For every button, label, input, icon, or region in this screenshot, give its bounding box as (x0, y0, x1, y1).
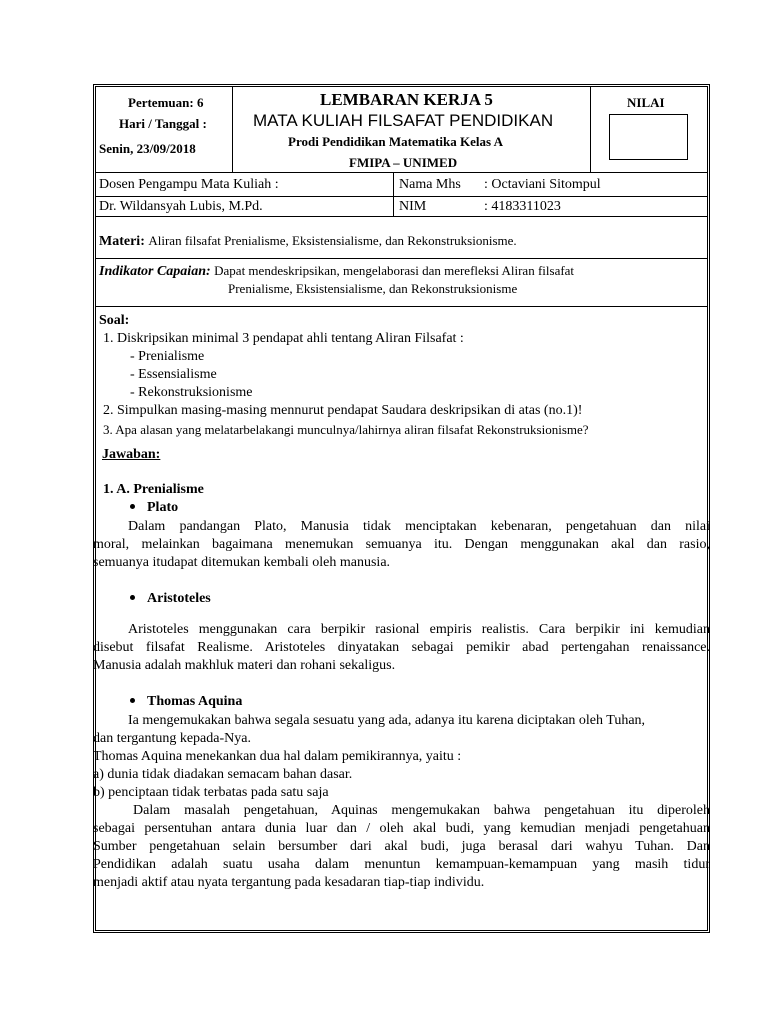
aquina-paragraph-2 (93, 802, 710, 892)
plato-line: moral, melainkan bagaimana menemukan semuanya itu. Dengan menggunakan akal dan rasio, (93, 537, 710, 552)
soal-label: Soal: (99, 313, 130, 328)
materi-bottom-line (95, 258, 708, 259)
jawaban-label: Jawaban: (102, 447, 161, 462)
bullet-dot-icon (130, 504, 135, 509)
section-prenialisme: 1. A. Prenialisme (103, 482, 204, 497)
info-bottom-line (95, 216, 708, 217)
indikator-line2: Prenialisme, Eksistensialisme, dan Rekonstruksionisme (228, 281, 518, 296)
course-title: MATA KULIAH FILSAFAT PENDIDIKAN (253, 111, 554, 130)
dosen-name: Dr. Wildansyah Lubis, M.Pd. (99, 199, 263, 214)
bullet-dot-icon (130, 595, 135, 600)
aquina-line: Sumber pengetahuan selain bersumber dari akal budi, juga berasal dari wahyu Tuhan. Dan (93, 839, 710, 854)
aquina-line: dan tergantung kepada-Nya. (93, 731, 251, 746)
indikator-line1: Dapat mendeskripsikan, mengelaborasi dan merefleksi Aliran filsafat (214, 263, 575, 278)
aquina-line: Thomas Aquina menekankan dua hal dalam pemikirannya, yaitu : (93, 749, 462, 764)
aristoteles-line: disebut filsafat Realisme. Aristoteles dinyatakan sebagai pemikir abad pertengahan renaissance. (93, 640, 710, 655)
soal-q1: 1. Diskripsikan minimal 3 pendapat ahli tentang Aliran Filsafat : (103, 331, 464, 346)
bullet-aquina (130, 694, 242, 710)
aquina-line: Pendidikan adalah suatu usaha dalam menuntun kemampuan-kemampuan yang masih tidur (93, 857, 710, 872)
info-middle-line (95, 196, 708, 197)
prodi-label: Prodi Pendidikan Matematika Kelas A (288, 134, 503, 149)
info-divider (393, 172, 394, 216)
nama-value: : Octaviani Sitompul (484, 177, 601, 192)
aquina-line: b) penciptaan tidak terbatas pada satu saja (93, 785, 329, 800)
header-divider-left (232, 86, 233, 172)
bullet-aristoteles (130, 591, 211, 607)
plato-line: semuanya itudapat ditemukan kembali oleh manusia. (93, 555, 391, 570)
hari-tanggal-label: Hari / Tanggal : (119, 116, 207, 131)
soal-q1-item: - Rekonstruksionisme (130, 385, 253, 400)
soal-q3: 3. Apa alasan yang melatarbelakangi munculnya/lahirnya aliran filsafat Rekonstruksionisme? (103, 422, 589, 437)
nilai-label: NILAI (627, 95, 665, 110)
aquina-line: Dalam masalah pengetahuan, Aquinas mengemukakan bahwa pengetahuan itu diperoleh (133, 803, 710, 818)
indikator-label: Indikator Capaian: (99, 264, 211, 279)
nama-label: Nama Mhs (399, 177, 461, 192)
bullet-plato (130, 500, 178, 516)
indikator-row (99, 263, 574, 280)
materi-text: Aliran filsafat Prenialisme, Eksistensialisme, dan Rekonstruksionisme. (148, 233, 517, 248)
bullet-dot-icon (130, 698, 135, 703)
materi-row (99, 233, 517, 250)
plato-heading: Plato (147, 500, 179, 515)
nim-value: : 4183311023 (484, 199, 561, 214)
aristoteles-paragraph (93, 621, 710, 675)
pertemuan-label: Pertemuan: 6 (128, 95, 204, 110)
nim-label: NIM (399, 199, 427, 214)
plato-line: Dalam pandangan Plato, Manusia tidak menciptakan kebenaran, pengetahuan dan nilai (128, 519, 710, 534)
header-bottom-line (95, 172, 708, 173)
indikator-bottom-line (95, 306, 708, 307)
aquina-heading: Thomas Aquina (147, 694, 243, 709)
aquina-line: menjadi aktif atau nyata tergantung pada kesadaran tiap-tiap individu. (93, 875, 485, 890)
aristoteles-line: Manusia adalah makhluk materi dan rohani sekaligus. (93, 658, 396, 673)
aquina-line: a) dunia tidak diadakan semacam bahan dasar. (93, 767, 353, 782)
aristoteles-line: Aristoteles menggunakan cara berpikir rasional empiris realistis. Cara berpikir ini kemudian (128, 622, 710, 637)
aquina-line: Ia mengemukakan bahwa segala sesuatu yang ada, adanya itu karena diciptakan oleh Tuhan, (128, 713, 646, 728)
soal-q2: 2. Simpulkan masing-masing mennurut pendapat Saudara deskripsikan di atas (no.1)! (103, 403, 583, 418)
faculty-label: FMIPA – UNIMED (349, 155, 458, 170)
soal-q1-item: - Essensialisme (130, 367, 217, 382)
date-value: Senin, 23/09/2018 (99, 141, 196, 156)
header-divider-right (590, 86, 591, 172)
aquina-paragraph-1 (93, 712, 710, 802)
aristoteles-heading: Aristoteles (147, 591, 211, 606)
materi-label: Materi: (99, 234, 145, 249)
aquina-line: sebagai persentuhan antara dunia luar dan / oleh akal budi, yang kemudian menjadi pengetahuan (93, 821, 710, 836)
plato-paragraph (93, 518, 710, 572)
dosen-label: Dosen Pengampu Mata Kuliah : (99, 177, 279, 192)
soal-q1-item: - Prenialisme (130, 349, 205, 364)
worksheet-title: LEMBARAN KERJA 5 (320, 90, 493, 109)
nilai-box (609, 114, 688, 160)
